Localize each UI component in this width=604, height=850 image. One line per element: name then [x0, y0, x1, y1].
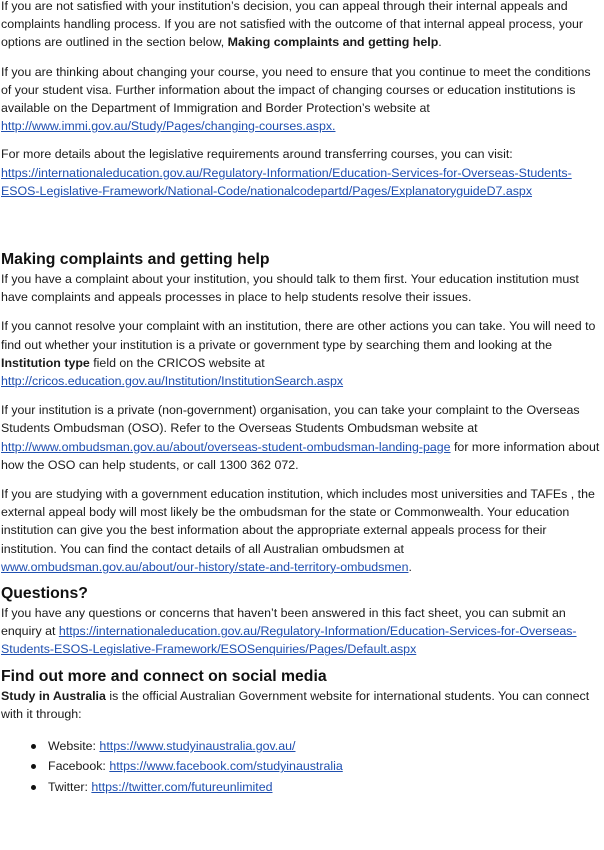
paragraph-text: for more information about how the OSO can help students, or call 1300 362 072. — [1, 439, 600, 472]
bold-site-name: Study in Australia — [1, 688, 106, 703]
list-item-facebook — [1, 757, 604, 775]
paragraph-text: . — [438, 35, 442, 50]
questions-heading: Questions? — [1, 585, 88, 603]
bullet-icon — [31, 744, 36, 749]
twitter-link[interactable]: https://twitter.com/futureunlimited — [91, 779, 273, 794]
paragraph-text: . — [408, 559, 412, 574]
paragraph-text: If your institution is a private (non-government) organisation, you can take your complaint to the Overseas Students Ombudsman (OSO). Refer to the Overseas Students Ombudsman website at — [1, 403, 580, 436]
intro-paragraph-appeals — [1, 0, 604, 52]
bold-section-reference: Making complaints and getting help — [227, 35, 439, 50]
complaints-paragraph-oso — [1, 401, 604, 474]
facebook-link[interactable]: https://www.facebook.com/studyinaustralia — [109, 759, 343, 774]
paragraph-text: If you are thinking about changing your course, you need to ensure that you continue to meet the conditions of your student visa. Further information about the impact of changing courses or education institutions is available on the Department of Immigration and Border Protection’s website at — [1, 64, 591, 116]
cricos-link[interactable]: http://cricos.education.gov.au/Institution/InstitutionSearch.aspx — [1, 374, 344, 389]
list-item-label: Website: — [48, 739, 100, 754]
paragraph-text: is the official Australian Government website for international students. You can connect with it through: — [1, 688, 590, 721]
ombudsmen-link[interactable]: www.ombudsman.gov.au/about/our-history/state-and-territory-ombudsmen — [1, 559, 409, 574]
immi-link[interactable]: http://www.immi.gov.au/Study/Pages/changing-courses.aspx. — [1, 119, 336, 134]
social-links-list — [1, 737, 604, 796]
bullet-icon — [31, 764, 36, 769]
paragraph-text: If you cannot resolve your complaint with an institution, there are other actions you can take. You will need to find out whether your institution is a private or government type by searching them and looking at the — [1, 319, 596, 352]
intro-paragraph-legislative — [1, 145, 604, 200]
paragraph-text: If you are studying with a government education institution, which includes most universities and TAFEs , the external appeal body will most likely be the ombudsman for the state or Commonwealth. Your education institution can give you the best information about the appropriate external appeals process for their institution. You can find the contact details of all Australian ombudsmen at — [1, 487, 595, 556]
complaints-heading: Making complaints and getting help — [1, 251, 270, 269]
list-item-label: Twitter: — [48, 779, 92, 794]
oso-link[interactable]: http://www.ombudsman.gov.au/about/overseas-student-ombudsman-landing-page — [1, 439, 451, 454]
complaints-paragraph-first: If you have a complaint about your institution, you should talk to them first. Your education institution must have complaints and appeals processes in place to help students resolve their issues. — [1, 272, 579, 305]
explanatory-guide-link[interactable]: https://internationaleducation.gov.au/Regulatory-Information/Education-Services-for-Overseas-Students-ESOS-Legislative-Framework/National-Code/nationalcodepartd/Pages/ExplanatoryguideD7.aspx — [1, 165, 572, 198]
paragraph-text: field on the CRICOS website at — [89, 355, 265, 370]
social-heading: Find out more and connect on social media — [1, 667, 327, 685]
intro-paragraph-visa — [1, 63, 604, 136]
esos-enquiries-link[interactable]: https://internationaleducation.gov.au/Regulatory-Information/Education-Services-for-Overseas-Students-ESOS-Legislative-Framework/ESOSenquiries/Pages/Default.aspx — [1, 624, 577, 657]
paragraph-text: For more details about the legislative requirements around transferring courses, you can visit: — [1, 147, 513, 162]
website-link[interactable]: https://www.studyinaustralia.gov.au/ — [99, 739, 296, 754]
social-paragraph — [1, 687, 604, 723]
complaints-paragraph-cricos — [1, 317, 604, 390]
bold-field-name: Institution type — [1, 355, 90, 370]
paragraph-text: If you have any questions or concerns that haven’t been answered in this fact sheet, you can submit an enquiry at — [1, 606, 566, 639]
list-item-website — [1, 737, 604, 755]
paragraph-text: If you are not satisfied with your institution’s decision, you can appeal through their internal appeals and complaints handling process. If you are not satisfied with the outcome of that internal appeal process, your options are outlined in the section below, — [1, 0, 583, 50]
list-item-twitter — [1, 778, 604, 796]
list-item-label: Facebook: — [48, 759, 110, 774]
bullet-icon — [31, 785, 36, 790]
complaints-paragraph-government — [1, 485, 604, 576]
questions-paragraph — [1, 604, 604, 659]
